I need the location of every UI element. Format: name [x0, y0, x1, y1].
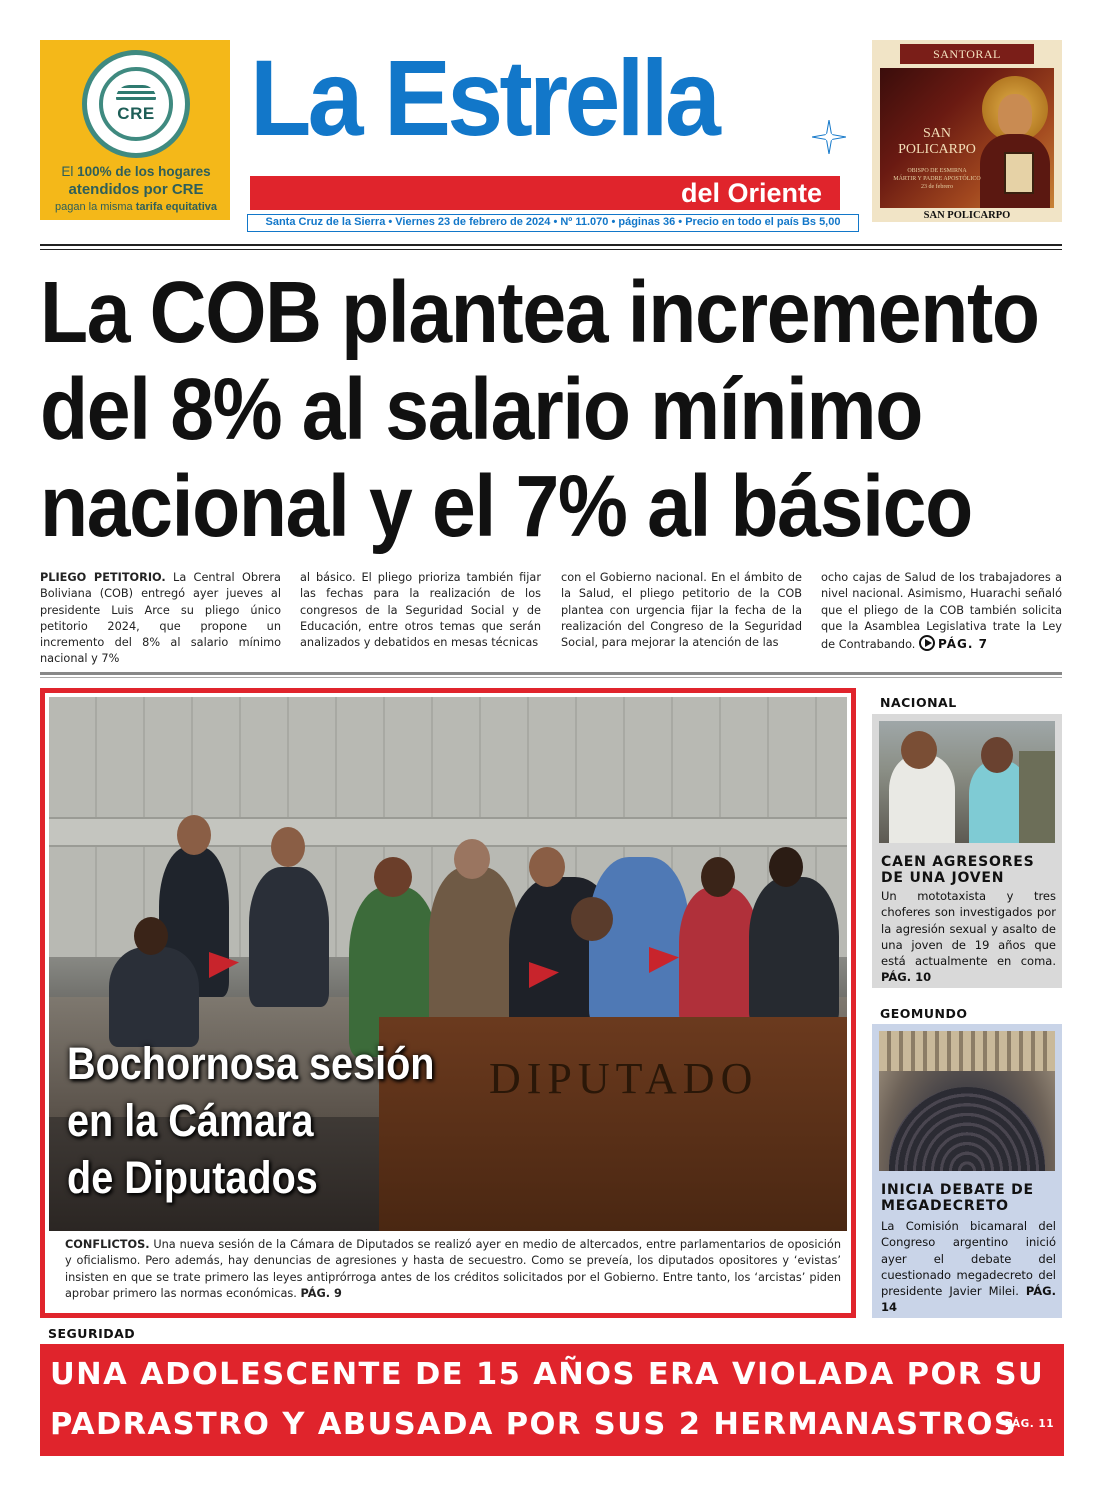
lead-column-2: al básico. El pliego prioriza también fijar las fechas para la realización de los congresos de la Seguridad Social y de Educación, entre otros temas que serán analizados y debatidos en mesas técnicas: [300, 571, 541, 650]
seguridad-banner-story[interactable]: [40, 1344, 1064, 1456]
newspaper-logo-subtitle: del Oriente: [680, 178, 822, 208]
divider: [40, 672, 1062, 675]
geomundo-story[interactable]: [872, 1024, 1062, 1318]
saint-description: OBISPO DE ESMIRNA MÁRTIR Y PADRE APOSTÓLICO 23 de febrero: [893, 168, 981, 190]
cre-logo-text: CRE: [117, 103, 155, 123]
santoral-caption: SAN POLICARPO: [923, 210, 1011, 221]
cre-logo: [82, 50, 190, 158]
argentine-congress-photo: [879, 1031, 1055, 1171]
saint-icon-painting: [880, 68, 1054, 208]
cre-advertisement[interactable]: [40, 40, 230, 220]
page-reference-link[interactable]: PÁG. 10: [881, 970, 932, 985]
nacional-headline[interactable]: CAEN AGRESORES DE UNA JOVEN: [881, 854, 1035, 886]
photo-headline[interactable]: Bochornosa sesión en la Cámara de Diputados: [67, 1038, 435, 1203]
nacional-summary: Un mototaxista y tres choferes son investigados por la agresión sexual y asalto de una joven de 19 años que está actualmente en coma. PÁG. 10: [881, 889, 1056, 985]
section-label-geomundo: GEOMUNDO: [880, 1006, 968, 1021]
saint-name: SAN POLICARPO: [898, 126, 976, 158]
photo-caption: CONFLICTOS. Una nueva sesión de la Cámara de Diputados se realizó ayer en medio de altercados, entre parlamentarios de oposición y oficialismo. Pero además, hay denuncias de agresiones y hasta de secuestro. Como se preveía, los diputados opositores y ‘evistas’ insisten en que se trate primero las leyes antiprórroga antes de los créditos solicitados por el Gobierno. Entre tanto, los ‘arcistas’ piden aprobar primero las normas económicas. PÁG. 9: [65, 1238, 841, 1300]
santoral-box[interactable]: [872, 40, 1062, 222]
divider: [40, 677, 1062, 678]
nacional-story[interactable]: [872, 714, 1062, 988]
section-label-seguridad: SEGURIDAD: [48, 1326, 136, 1341]
page-reference-link[interactable]: PÁG. 7: [919, 637, 988, 651]
geomundo-summary: La Comisión bicamaral del Congreso argentino inició ayer el debate del cuestionado megadecreto del presidente Javier Milei. PÁG. 14: [881, 1219, 1056, 1315]
main-headline[interactable]: La COB plantea incremento del 8% al salario mínimo nacional y el 7% al básico: [40, 264, 1039, 555]
chamber-of-deputies-photo: [49, 697, 847, 1231]
ad-line-3: pagan la misma tarifa equitativa: [54, 201, 218, 213]
lead-column-4: ocho cajas de Salud de los trabajadores a nivel nacional. Asimismo, Huarachi señaló que el pliego de la COB también solicita que la Asamblea Legislativa trate la Ley de Contrabando. PÁG. 7: [821, 571, 1062, 652]
arrow-right-icon: [919, 635, 935, 651]
divider: [40, 249, 1062, 250]
ad-line-1: El 100% de los hogares: [61, 164, 211, 179]
logo-subtitle-bar: [250, 176, 840, 210]
book-icon: [1004, 152, 1034, 194]
section-label-nacional: NACIONAL: [880, 695, 957, 710]
page-reference-link[interactable]: PÁG. 9: [300, 1286, 342, 1300]
geomundo-headline[interactable]: INICIA DEBATE DE MEGADECRETO: [881, 1182, 1034, 1214]
cre-emblem-icon: [116, 85, 156, 101]
page-reference-link[interactable]: PÁG. 11: [1004, 1418, 1054, 1430]
lead-column-1: PLIEGO PETITORIO. La Central Obrera Boliviana (COB) entregó ayer jueves al presidente Luis Arce su pliego único petitorio 2024, que propone un incremento del 8% al salario mínimo nacional y 7%: [40, 571, 281, 666]
ad-line-2: atendidos por CRE: [68, 181, 204, 198]
page-reference-link[interactable]: PÁG. 14: [881, 1284, 1056, 1315]
podium-lettering: DIPUTADO: [489, 1054, 759, 1103]
divider: [40, 244, 1062, 246]
dateline: Santa Cruz de la Sierra • Viernes 23 de febrero de 2024 • Nº 11.070 • páginas 36 • Precio en todo el país Bs 5,00: [247, 214, 859, 232]
santoral-label: SANTORAL: [900, 44, 1034, 64]
arrest-photo: [879, 721, 1055, 843]
star-icon: [812, 120, 846, 154]
main-photo-story[interactable]: [40, 688, 856, 1318]
newspaper-logo-title[interactable]: La Estrella: [250, 37, 718, 158]
lead-column-3: con el Gobierno nacional. En el ámbito de la Salud, el pliego petitorio de la COB plantea con urgencia fijar la fecha de la realización del Congreso de la Seguridad Social, para mejorar la atención de las: [561, 571, 802, 650]
seguridad-headline[interactable]: UNA ADOLESCENTE DE 15 AÑOS ERA VIOLADA POR SU PADRASTRO Y ABUSADA POR SUS 2 HERMANASTROS: [50, 1357, 1045, 1442]
